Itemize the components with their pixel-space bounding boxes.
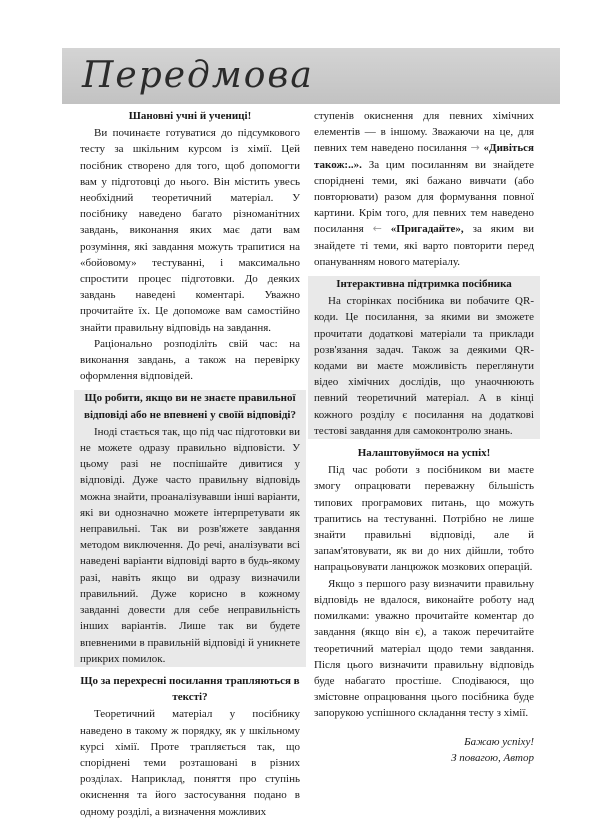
title-banner xyxy=(62,48,560,104)
left-column xyxy=(80,108,300,820)
author-signature: З повагою, Автор xyxy=(451,751,534,764)
uncertain-answer-block xyxy=(74,390,306,666)
section-heading-success: Налаштовуймося на успіх! xyxy=(357,447,491,460)
crossrefs-text-2: За цим посиланням ви знайдете споріднені теми, які бажано вивчати (або повторювати) разом для формування повної картини. Крім того, для певних тем наведено посилання xyxy=(314,158,535,236)
interactive-support-block xyxy=(308,276,540,439)
arrow-right-icon: → xyxy=(470,141,480,155)
time-paragraph: Раціонально розподіліть свій час: на виконання завдань, а також на перевірку оформлення відповідей. xyxy=(80,337,300,383)
crossrefs-text-1: ступенів окиснення для певних хімічних елементів — в іншому. Зважаючи на це, для певних тем наведено посилання xyxy=(314,110,534,155)
see-also-link: «Дивіться також:..». xyxy=(314,142,534,171)
wish-line: Бажаю успіху! xyxy=(464,735,534,748)
section-heading-interactive: Інтерактивна підтримка посібника xyxy=(336,278,512,291)
success-paragraph-2: Якщо з першого разу визначити правильну відповідь не вдалося, виконайте роботу над помилками: уважно прочитайте коментар до завдання (якщо він є), а також перечитайте теоретичний матеріал щодо теми завдання. Після цього визначити правильну відповідь буде набагато простіше. Сподіваюся, що змістовне опрацювання цього посібника буде запорукою успішного складання тесту з хімії. xyxy=(314,577,534,720)
recall-link: «Пригадайте», xyxy=(390,223,464,236)
page-title: Передмова xyxy=(82,55,314,96)
crossrefs-paragraph: Теоретичний матеріал у посібнику наведено в такому ж порядку, як у шкільному курсі хімії. Проте трапляється так, що споріднені теми розташовані в різних розділах. Наприклад, поняття про ступінь окиснення та його застосування подано в одному розділі, а визначення можливих xyxy=(80,708,300,818)
right-column xyxy=(314,108,534,766)
arrow-left-icon: ← xyxy=(372,222,382,236)
section-heading-crossrefs: Що за перехресні посилання трапляються в тексті? xyxy=(80,674,300,704)
section-heading-uncertain: Що робити, якщо ви не знаєте правильної відповіді або не впевнені у своїй відповіді? xyxy=(84,392,296,421)
interactive-paragraph: На сторінках посібника ви побачите QR-коди. Це посилання, за якими ви зможете прочитати додаткові матеріали та приклади розв'язання задач. Також за деякими QR-кодами ви маєте можливість переглянути відео хімічних дослідів, що унаочнюють певний теоретичний матеріал. А в кінці кожного розділу є посилання на додаткові тестові завдання для самоконтролю знань. xyxy=(314,295,534,437)
intro-paragraph: Ви починаєте готуватися до підсумкового тесту за шкільним курсом із хімії. Цей посібник створено для того, щоб допомогти вам у підготовці до нього. Він містить увесь необхідний теоретичний матеріал. У посібнику наведено багато різноманітних завдань, виконання яких має дати вам розуміння, які завдання можуть трапитися на «бойовому» тестуванні, і максимально спростити процес підготовки. До деяких завдань наведені коментарі. Уважно прочитайте їх. Це допоможе вам самостійно знайти правильну відповідь на завдання. xyxy=(80,127,300,334)
crossrefs-text-3: за яким ви знайдете ті теми, які варто повторити перед опануванням нового матеріалу. xyxy=(314,223,535,268)
uncertain-paragraph: Іноді стається так, що під час підготовки ви не можете одразу правильно відповісти. У цьому разі не поспішайте дивитися у відповіді. Дуже часто правильну відповідь можна знайти, проаналізувавши інші варіанти, які ви однозначно можете інтерпретувати як неправильні. Так ви розв'яжете завдання методом виключення. До речі, аналізувати всі наведені варіанти відповіді варто в будь-якому разі, навіть якщо ви одразу визначили правильний. Дуже корисно в кожному завданні довести для себе неправильність інших варіантів. Лише так ви будете впевненими в правильній відповіді й уникнете прикрих помилок. xyxy=(80,425,300,665)
crossrefs-continued xyxy=(314,108,534,270)
greeting: Шановні учні й учениці! xyxy=(128,110,252,122)
success-paragraph-1: Під час роботи з посібником ви маєте змогу опрацювати переважну більшість типових програмових питань, що можуть трапитись на тестуванні. Потрібно не лише знайти правильні відповіді, але й запам'ятовувати, як ви до них дійшли, тобто напрацьовувати ланцюжок мозкових операцій. xyxy=(314,464,534,574)
